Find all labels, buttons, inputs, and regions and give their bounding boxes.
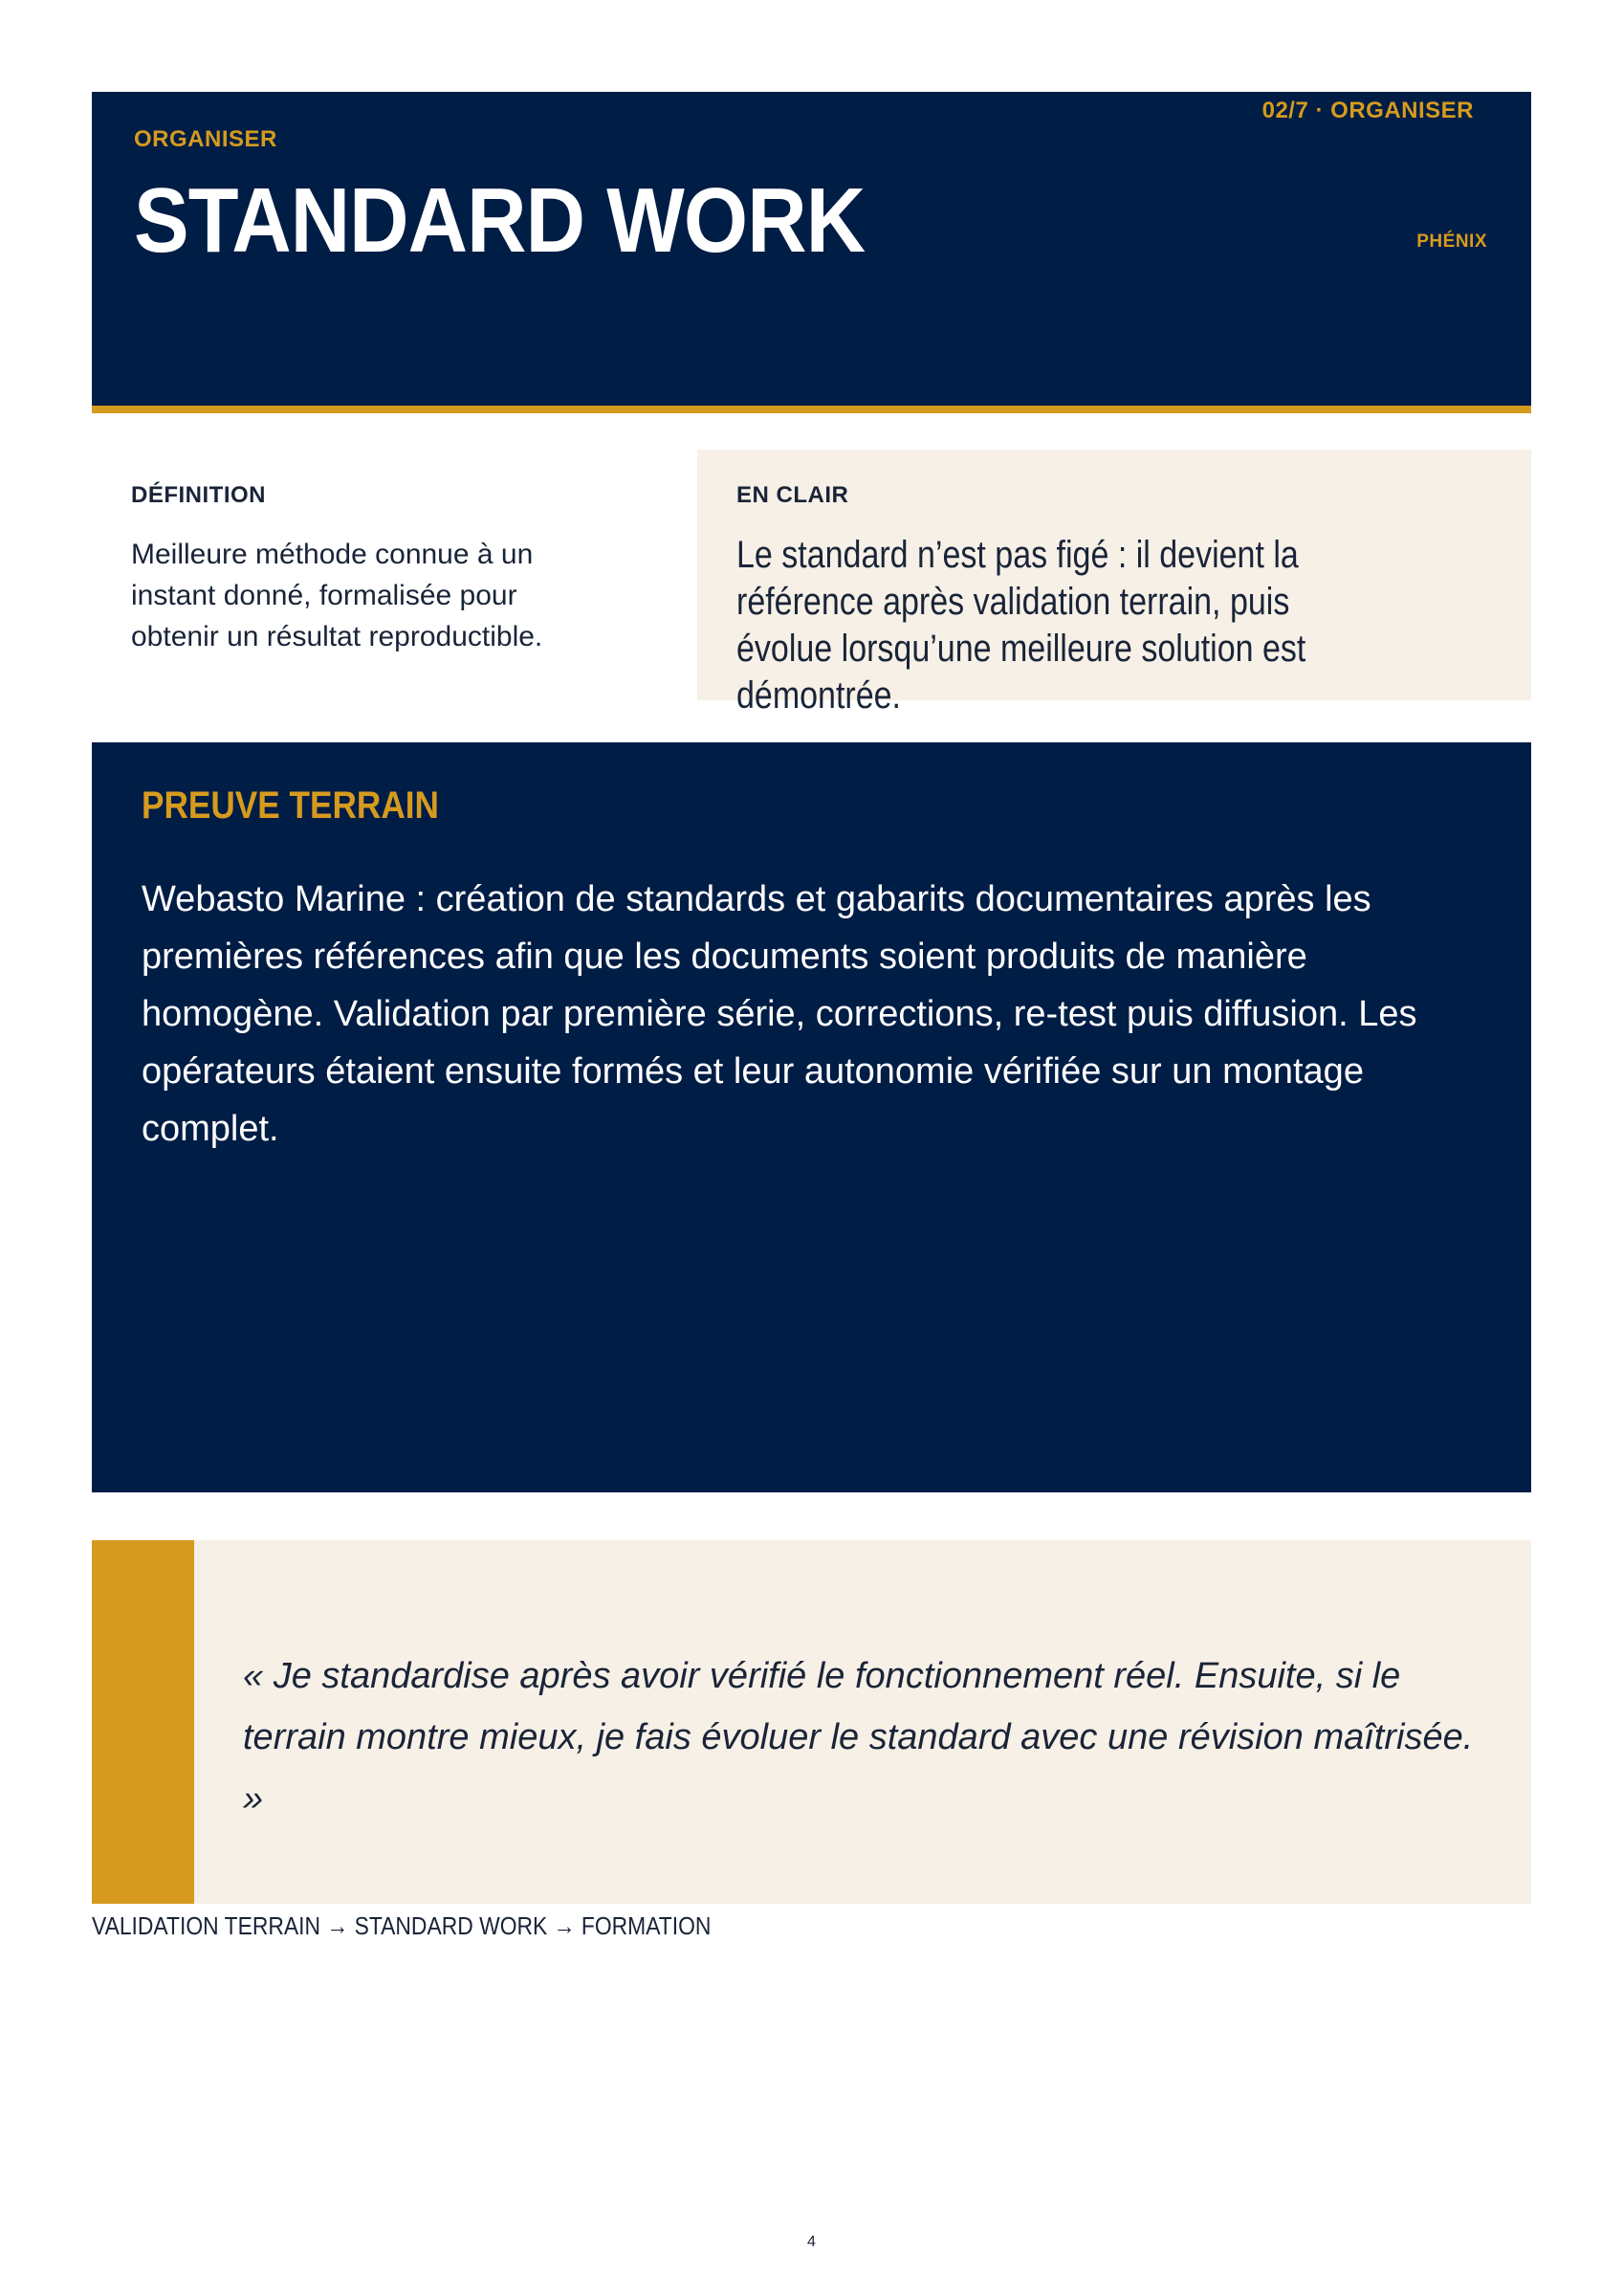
page-indicator: 02/7 · ORGANISER [1261,98,1474,123]
process-flow: VALIDATION TERRAIN → STANDARD WORK → FORMATION [92,1911,712,1940]
quote-block [92,1540,1531,1904]
brand-label: PHÉNIX [1416,232,1487,252]
page-title: STANDARD WORK [134,169,866,272]
page-number: 4 [807,2234,816,2250]
header-kicker: ORGANISER [134,126,277,152]
quote-text: « Je standardise après avoir vérifié le fonctionnement réel. Ensuite, si le terrain montre mieux, je fais évoluer le standard avec une révision maîtrisée. » [243,1656,1474,1819]
proof-title: PREUVE TERRAIN [142,784,439,827]
en-clair-text: Le standard n’est pas figé : il devient la référence après validation terrain, puis évolue lorsqu’une meilleure solution est démontrée. [736,534,1306,717]
page-header [92,92,1531,413]
quote-accent-bar [92,1540,194,1904]
en-clair-block [697,450,1531,717]
definition-text: Meilleure méthode connue à un instant donné, formalisée pour obtenir un résultat reproductible. [131,539,543,652]
proof-block [92,742,1531,1492]
definition-label: DÉFINITION [131,482,266,508]
en-clair-label: EN CLAIR [736,482,849,508]
proof-text: Webasto Marine : création de standards et gabarits documentaires après les premières références afin que les documents soient produits de manière homogène. Validation par première série, corrections, re-test puis diffusion. Les opérateurs étaient ensuite formés et leur autonomie vérifiée sur un montage complet. [142,879,1417,1149]
definition-block [92,450,696,700]
